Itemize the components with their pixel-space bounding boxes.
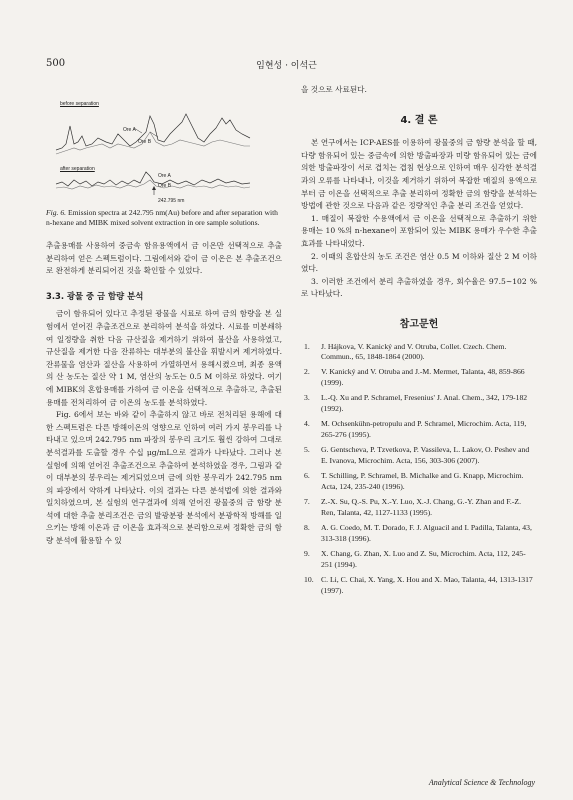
spectrum-before-ore-a: [56, 114, 250, 150]
reference-item: [301, 367, 537, 389]
reference-text: T. Schilling, P. Schramel, B. Michalke and G. Knapp, Microchim. Acta, 124, 235-240 (1996).: [321, 471, 524, 492]
reference-item: [301, 471, 537, 493]
reference-item: [301, 393, 537, 415]
reference-number: 3.: [304, 393, 310, 403]
label-ore-b-bottom: Ore B: [158, 183, 172, 189]
reference-item: [301, 342, 537, 364]
figure-6: [46, 84, 282, 206]
reference-item: [301, 523, 537, 545]
reference-item: [301, 497, 537, 519]
reference-text: V. Kanický and V. Otruba and J.-M. Mermet, Talanta, 48, 859-866 (1999).: [321, 367, 525, 388]
reference-number: 4.: [304, 419, 310, 429]
reference-text: X. Chang, G. Zhan, X. Luo and Z. Su, Microchim. Acta, 112, 245-251 (1994).: [321, 549, 526, 570]
conclusion-item-3: 3. 이러한 조건에서 분리 추출하였을 경우, 회수율은 97.5~102 %로 나타났다.: [301, 276, 537, 299]
reference-text: G. Gentscheva, P. Tzvetkova, P. Vassileva, L. Lakov, O. Peshev and E. Ivanova, Microchim. Acta, 156, 303-306 (2007).: [321, 445, 530, 466]
journal-name-footer: Analytical Science & Technology: [428, 778, 535, 787]
section-heading-3-3: 3.3. 광물 중 금 함량 분석: [46, 290, 144, 301]
label-ore-a-top: Ore A: [123, 127, 136, 133]
reference-number: 10.: [304, 575, 314, 585]
paragraph: 을 것으로 사료된다.: [301, 85, 367, 94]
paragraph: 금이 함유되어 있다고 추정된 광물을 시료로 하여 금의 함량을 본 실험에서 얻어진 추출조건으로 분리하여 분석을 하였다. 시료를 미분쇄하여 일정량을 취한 다음 규산질을 제거하기 위하여 불산을 사용하였고, 규산질을 제거한 다음 잔류하는 대부분의 불산을 휘발시켜 제거하였다. 잔류물을 염산과 질산을 사용하여 가열하면서 용해시켰으며, 최종 용액의 산 농도는 질산 약 1 M, 염산의 농도는 0.5 M 이하로 하였다. 여기에 MIBK의 혼합용매를 가하여 금 이온을 선택적으로 추출하고, 추출된 용매를 전처리하여 금 이온의 농도를 분석하였다.: [46, 309, 282, 407]
reference-number: 1.: [304, 341, 310, 351]
page-number: 500: [46, 58, 66, 69]
reference-item: [301, 445, 537, 467]
caption-label: Fig. 6.: [46, 208, 67, 217]
left-column: [46, 84, 282, 548]
running-head-authors: 임현성 · 이석근: [256, 61, 317, 71]
reference-text: M. Ochsenkühn-petropulu and P. Schramel, Microchim. Acta, 119, 265-276 (1995).: [321, 419, 527, 440]
right-column: [301, 84, 537, 601]
reference-number: 7.: [304, 497, 310, 507]
reference-text: Z.-X. Su, Q.-S. Pu, X.-Y. Luo, X.-J. Chang, G.-Y. Zhan and F.-Z. Ren, Talanta, 42, 1127-1133 (1995).: [321, 497, 522, 518]
conclusion-item-1: 1. 매질이 복잡한 수용액에서 금 이온을 선택적으로 추출하기 위한 용매는 10 %의 n-hexane이 포함되어 있는 MIBK 용매가 우수한 추출효과를 나타내었다.: [301, 213, 537, 248]
label-after-separation: after separation: [60, 166, 95, 172]
reference-item: [301, 575, 537, 597]
label-ore-a-bottom: Ore A: [158, 173, 171, 179]
label-wavelength: 242.795 nm: [158, 198, 185, 204]
reference-text: A. G. Coedo, M. T. Dorado, F. J. Alguacil and I. Padilla, Talanta, 43, 313-318 (1996).: [321, 523, 532, 544]
reference-item: [301, 419, 537, 441]
paragraph: Fig. 6에서 보는 바와 같이 추출하지 않고 바로 전처리된 용해에 대한 스펙트럼은 다른 방해이온의 영향으로 인하여 여러 가지 봉우리를 나타내고 있으며 242.795 nm 파장의 봉우리 크기도 훨씬 강하여 그대로 분석결과를 도출할 경우 수십 μg/mL으로 결과가 나타났다. 그러나 본 실험에 의해 얻어진 추출조건으로 추출하여 분석하였을 경우, 그림과 같이 대부분의 봉우리는 제거되었으며 금에 의한 봉우리가 242.795 nm의 파장에서 약하게 나타났다. 이의 결과는 다른 분석법에 의한 결과와 일치하였으며, 본 실험의 연구결과에 의해 얻어진 광물중의 금 함량 분석에 대한 추출 분리조건은 금의 발광분광 분석에서 분광학적 방해를 일으키는 방해 이온과 금 이온을 효과적으로 분리함으로써 정확한 금의 함량 분석에 활용할 수 있: [46, 410, 282, 546]
paragraph: 추출용매를 사용하여 중금속 함유용액에서 금 이온만 선택적으로 추출 분리하여 얻은 스펙트럼이다. 그림에서와 같이 금 이온은 본 추출조건으로 완전하게 분리되어진 것을 확인할 수 있었다.: [46, 241, 282, 276]
reference-text: L.-Q. Xu and P. Schramel, Fresenius' J. Anal. Chem., 342, 179-182 (1992).: [321, 393, 528, 414]
reference-text: J. Hájkova, V. Kanický and V. Otruba, Collet. Czech. Chem. Commun., 65, 1848-1864 (2000).: [321, 341, 507, 362]
reference-number: 6.: [304, 471, 310, 481]
reference-number: 8.: [304, 523, 310, 533]
label-ore-b-top: Ore B: [138, 139, 152, 145]
caption-text: Emission spectra at 242.795 nm(Au) before and after separation with n-hexane and MIBK mixed solvent extraction in ore sample solutions.: [46, 208, 278, 227]
paragraph: 본 연구에서는 ICP-AES를 이용하여 광물중의 금 함량 분석을 할 때, 다량 함유되어 있는 중금속에 의한 방출파장과 미량 함유되어 있는 금에 의한 방출파장이 서로 겹치는 겹침 현상으로 인하여 매우 심각한 분석결과의 오류를 나타내나, 이것을 제거하기 위하여 복잡한 매질의 용액으로부터 금 이온을 선택적으로 추출 분리하여 정확한 금의 함량을 분석하는 방법에 관한 것으로 다음과 같은 정량적인 추출 분리 조건을 얻었다.: [301, 138, 537, 211]
conclusion-item-2: 2. 이때의 혼합산의 농도 조건은 염산 0.5 M 이하와 질산 2 M 이하였다.: [301, 251, 537, 274]
reference-item: [301, 549, 537, 571]
reference-number: 5.: [304, 445, 310, 455]
reference-number: 2.: [304, 367, 310, 377]
reference-number: 9.: [304, 549, 310, 559]
section-heading-conclusion: 4. 결 론: [400, 114, 438, 126]
figure-caption: [46, 208, 282, 228]
label-before-separation: before separation: [60, 101, 99, 107]
references-list: [301, 342, 537, 597]
reference-text: C. Li, C. Chai, X. Yang, X. Hou and X. Mao, Talanta, 44, 1313-1317 (1997).: [321, 575, 533, 596]
references-heading: 참고문헌: [399, 318, 439, 330]
